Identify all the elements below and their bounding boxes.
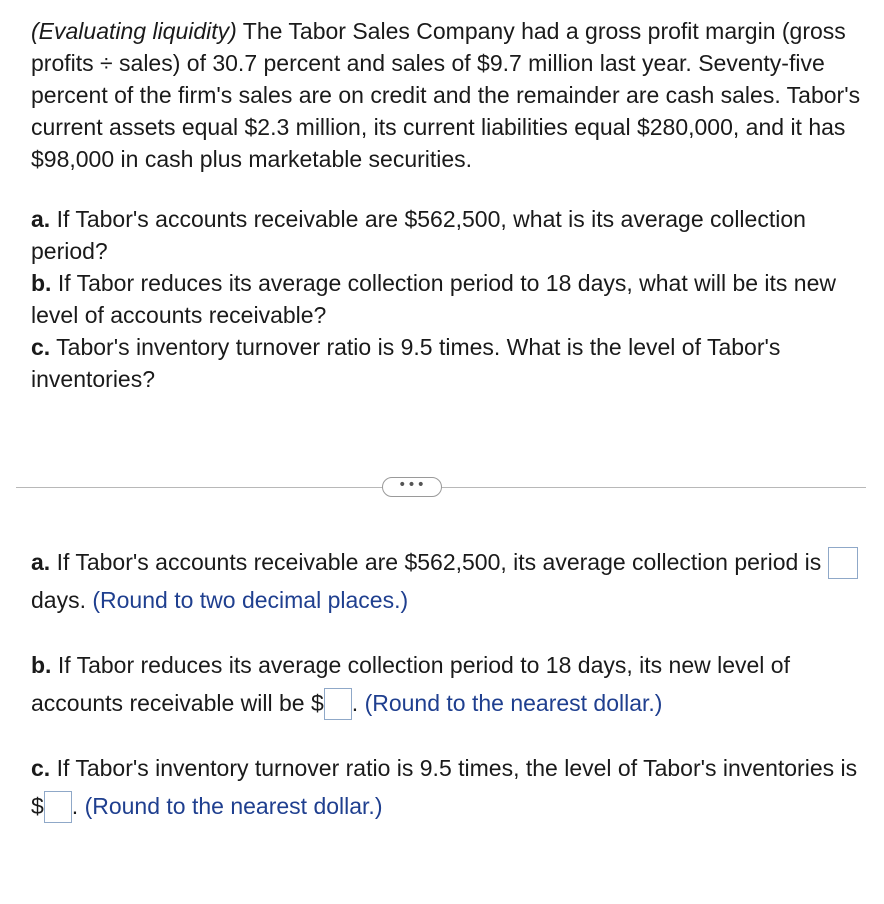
answer-a-text-before: If Tabor's accounts receivable are $562,500, its average collection period is (50, 549, 828, 575)
problem-topic: (Evaluating liquidity) (31, 18, 237, 44)
answer-a (31, 543, 866, 619)
answer-b-input[interactable] (324, 688, 352, 720)
answer-c-text-before: If Tabor's inventory turnover ratio is 9.5 times, the level of Tabor's inventories is $ (31, 755, 858, 819)
answer-b-letter: b. (31, 652, 52, 678)
question-b-letter: b. (31, 270, 52, 296)
answer-c (31, 749, 866, 825)
answer-c-text-after: . (71, 793, 85, 819)
question-a-text: If Tabor's accounts receivable are $562,500, what is its average collection period? (31, 206, 806, 264)
answer-b-hint: (Round to the nearest dollar.) (364, 690, 663, 716)
answer-c-hint: (Round to the nearest dollar.) (84, 793, 383, 819)
expand-more-button[interactable]: ••• (382, 477, 442, 497)
answer-a-input[interactable] (828, 547, 858, 579)
answer-a-text-after: days. (31, 587, 93, 613)
answer-c-input[interactable] (44, 791, 72, 823)
question-c-letter: c. (31, 334, 51, 360)
question-c-text: Tabor's inventory turnover ratio is 9.5 times. What is the level of Tabor's inventories? (31, 334, 781, 392)
problem-statement (31, 15, 861, 395)
question-b (31, 267, 861, 331)
question-c (31, 331, 861, 395)
problem-intro-text: The Tabor Sales Company had a gross profit margin (gross profits ÷ sales) of 30.7 percent and sales of $9.7 million last year. Seventy-five percent of the firm's sales are on credit and the remainder are cash sales. Tabor's current assets equal $2.3 million, its current liabilities equal $280,000, and it has $98,000 in cash plus marketable securities. (31, 18, 861, 172)
question-a-letter: a. (31, 206, 51, 232)
question-b-text: If Tabor reduces its average collection period to 18 days, what will be its new level of accounts receivable? (31, 270, 837, 328)
answer-b-text-before: If Tabor reduces its average collection period to 18 days, its new level of accounts receivable will be $ (31, 652, 790, 716)
answer-b-text-after: . (351, 690, 365, 716)
answer-b (31, 646, 866, 722)
answer-a-hint: (Round to two decimal places.) (92, 587, 409, 613)
problem-intro (31, 15, 861, 175)
question-a (31, 203, 861, 267)
answer-a-letter: a. (31, 549, 51, 575)
answer-section (31, 543, 866, 852)
answer-c-letter: c. (31, 755, 51, 781)
